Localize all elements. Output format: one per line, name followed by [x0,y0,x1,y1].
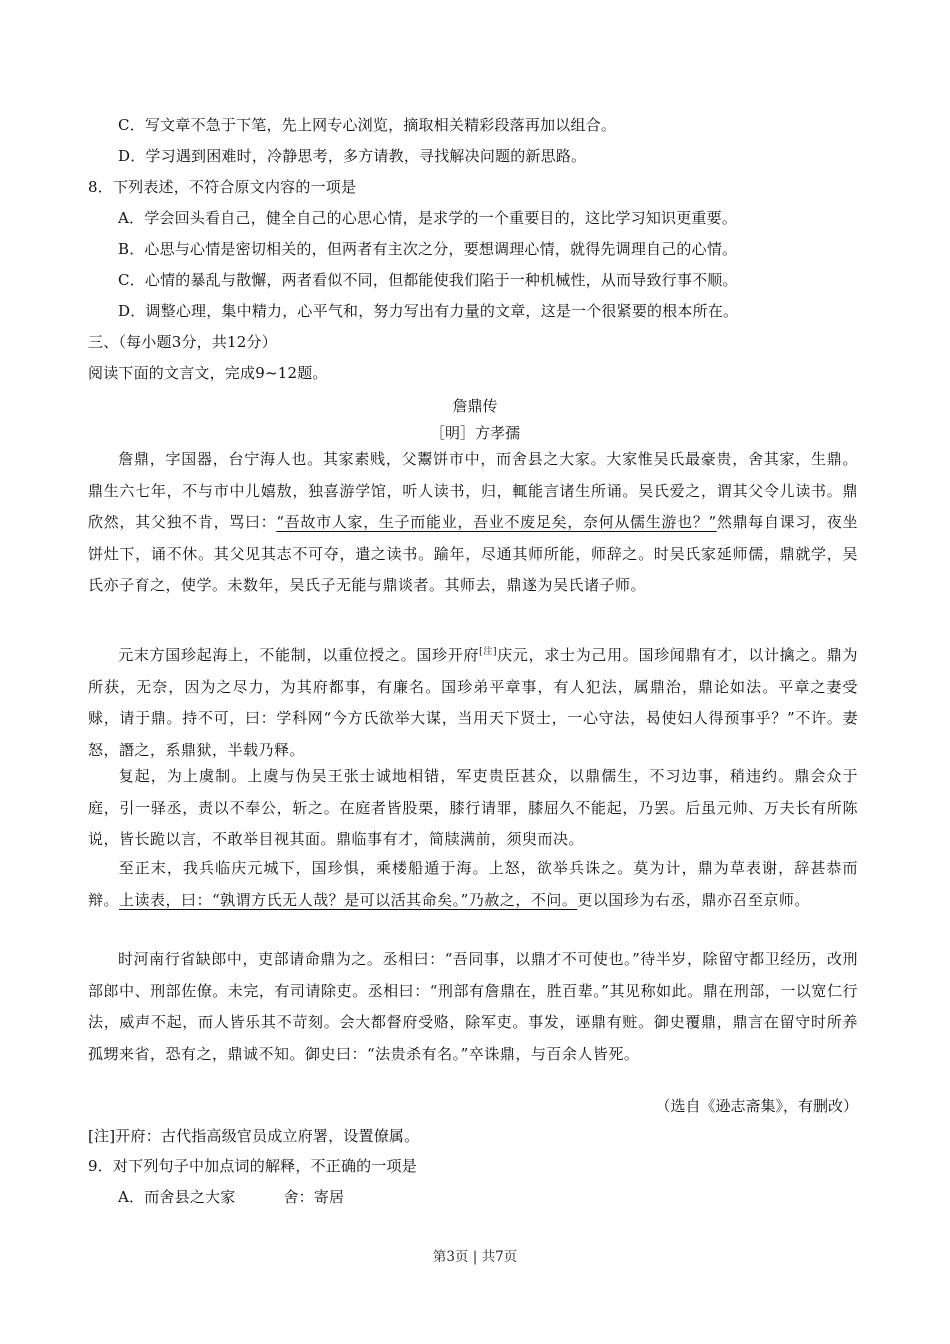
q8-option-d: D．调整心理，集中精力，心平气和，努力写出有力量的文章，这是一个很紧要的根本所在。 [118,302,739,320]
passage-paragraph-3 [88,761,858,856]
q7-option-c: C．写文章不急于下笔，先上网专心浏览，摘取相关精彩段落再加以组合。 [118,116,617,134]
q8-option-a: A．学会回头看自己，健全自己的心思心情，是求学的一个重要目的，这比学习知识更重要。 [118,209,738,227]
section-instruction: 阅读下面的文言文，完成9~12题。 [88,364,328,382]
p2-text-a: 元末方国珍起海上，不能制，以重位授之。国珍开府 [118,646,480,664]
passage-paragraph-5 [88,944,858,1070]
q9-option-a [118,1187,344,1207]
section-heading: 三、（每小题3分，共12分） [88,333,277,351]
q8-stem: 8．下列表述，不符合原文内容的一项是 [88,178,357,196]
passage-author: ［明］方孝孺 [429,424,520,442]
passage-paragraph-4 [88,853,858,916]
q9-option-a-text: A．而舍县之大家 [118,1188,236,1206]
passage-title: 詹鼎传 [452,397,498,415]
p4-underlined-sentence: 上读表，曰：“孰谓方氏无人哉？是可以活其命矣。”乃赦之，不问。 [119,890,578,909]
passage-source: （选自《逊志斋集》，有删改） [655,1097,858,1115]
q8-option-b: B．心思与心情是密切相关的，但两者有主次之分，要想调理心情，就得先调理自己的心情。 [118,240,738,258]
q7-option-d: D．学习遇到困难时，冷静思考，多方请教，寻找解决问题的新思路。 [118,147,587,165]
p2-text-b: 庆元，求士为己用。国珍闻鼎有才，以计擒之。鼎为所获，无奈，因为之尽力，为其府都事，有廉名。国珍弟平章事，有人犯法，属鼎治，鼎论如法。平章之妻受赇，请于鼎。持不可，曰：学科网“今方氏欲举大谋，当用天下贤士，一心守法，曷使妇人得预事乎？”不许。妻怒，譖之，系鼎狱，半载乃释。 [88,646,858,759]
page-footer: 第3页 | 共7页 [432,1249,518,1265]
p4-text-a: 至正末，我兵临庆元城下，国珍惧，乘楼船遁于海。上怒，欲举兵诛之。莫为计，鼎为草表谢，辞甚恭而辩。 [88,859,858,909]
passage-paragraph-1 [88,444,858,602]
annotation-note: [注]开府：古代指高级官员成立府署，设置僚属。 [88,1127,420,1145]
p1-text-a: 詹鼎，字国器，台宁海人也。其家素贱，父鬻饼市中，而舍县之大家。大家惟吴氏最豪贵，舍其家，生鼎。鼎生六七年，不与市中儿嬉敖，独喜游学馆，听人读书，归，輒能言诸生所诵。吴氏爱之，谓其父令儿读书。鼎欣然，其父独不肯，骂曰： [88,450,858,531]
q8-option-c: C．心情的暴乱与散懈，两者看似不同，但都能使我们陷于一种机械性，从而导致行事不顺。 [118,271,738,289]
p3-text: 复起，为上虞制。上虞与伪吴王张士诚地相错，军吏贵臣甚众，以鼎儒生，不习边事，稍违约。鼎会众于庭，引一驿丞，责以不奉公，斩之。在庭者皆股栗，膝行请罪，膝屈久不能起，乃罢。后虽元帅、万夫长有所陈说，皆长跪以言，不敢举目视其面。鼎临事有才，简牍满前，须臾而决。 [88,767,858,848]
passage-paragraph-2 [88,637,858,766]
p5-text: 时河南行省缺郎中，吏部请命鼎为之。丞相曰：“吾同事，以鼎才不可使也。”待半岁，除留守都卫经历，改刑部郎中、刑部佐僚。未完，有司请除吏。丞相曰：“刑部有詹鼎在，胜百辈。”其见称如此。鼎在刑部，一以宽仁行法，威声不起，而人皆乐其不苛刻。会大都督府受赂，除军吏。事发，诬鼎有赃。御史覆鼎，鼎言在留守时所养孤甥来省，恐有之，鼎诚不知。御史曰：“法贵杀有名。”卒诛鼎，与百余人皆死。 [88,950,858,1063]
p4-text-b: 更以国珍为右丞，鼎亦召至京师。 [577,890,810,909]
q9-option-a-gloss: 舍：寄居 [283,1188,345,1206]
q9-stem: 9．对下列句子中加点词的解释，不正确的一项是 [88,1157,417,1175]
p1-underlined-sentence: “吾故市人家，生子而能业，吾业不废足矣，奈何从儒生游也？” [276,513,717,531]
p1-text-b: 然鼎每自课习，夜坐饼灶下，诵不休。其父见其志不可夺，遣之读书。踰年，尽通其师所能，师辞之。时吴氏家延师儒，鼎就学，吴氏亦子育之，使学。未数年，吴氏子无能与鼎谈者。其师去，鼎遂为吴氏诸子师。 [88,513,858,594]
p2-note-marker: [注] [479,647,498,657]
